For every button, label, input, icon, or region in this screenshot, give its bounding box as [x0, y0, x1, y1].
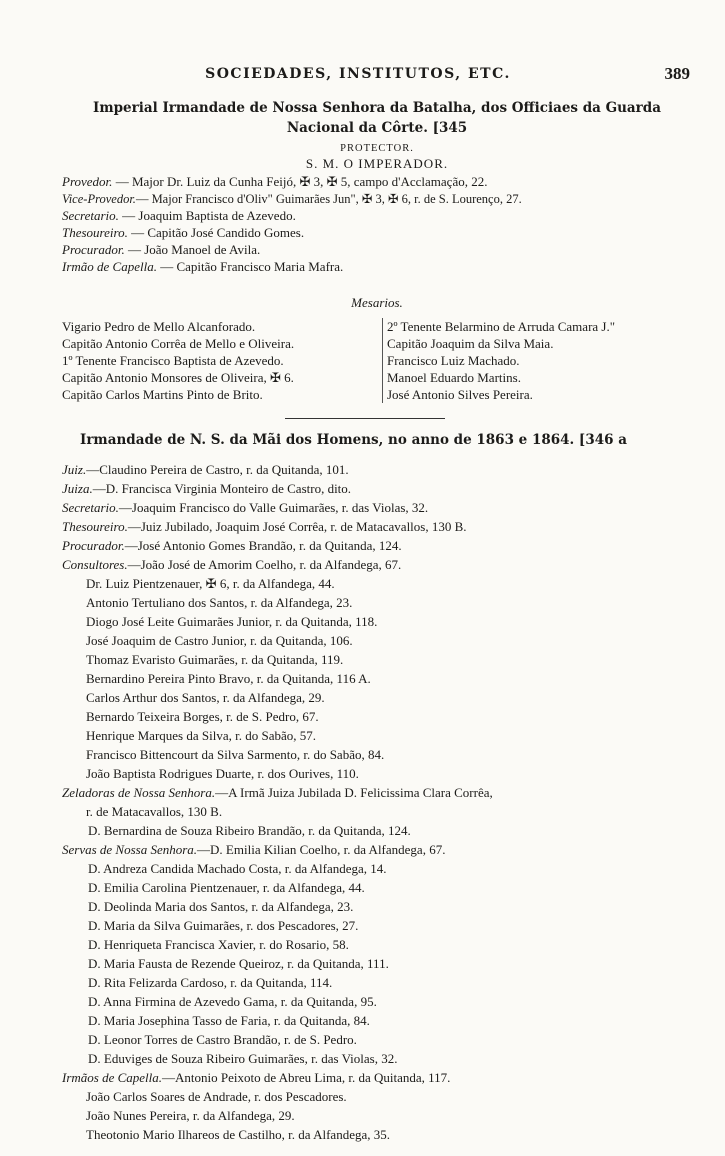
consultor-item: Carlos Arthur dos Santos, r. da Alfandega, 29. — [86, 690, 325, 705]
entry-role: Secretario. — [62, 500, 119, 515]
entry-line — [62, 481, 351, 497]
entry-text: —Joaquim Francisco do Valle Guimarães, r. das Violas, 32. — [118, 500, 429, 515]
officer-role: Secretario. — [62, 208, 119, 223]
irmao-item: João Nunes Pereira, r. da Alfandega, 29. — [86, 1108, 295, 1123]
servas-role: Servas de Nossa Senhora. — [62, 842, 198, 857]
entry-role: Thesoureiro. — [62, 519, 128, 534]
zeladoras-text: —A Irmã Juiza Jubilada D. Felicissima Clara Corrêa, — [215, 785, 493, 800]
serva-item: D. Emilia Carolina Pientzenauer, r. da Alfandega, 44. — [88, 880, 365, 895]
officer-text: — João Manoel de Avila. — [124, 242, 261, 257]
entry-role: Procurador. — [62, 538, 125, 553]
officer-role: Procurador. — [62, 242, 125, 257]
protector-label: PROTECTOR. — [340, 143, 414, 154]
zeladora-item: D. Bernardina de Souza Ribeiro Brandão, r. da Quitanda, 124. — [88, 823, 411, 838]
officer-line — [62, 242, 260, 258]
consultor-item: Dr. Luiz Pientzenauer, ✠ 6, r. da Alfandega, 44. — [86, 576, 335, 591]
entry-text: —José Antonio Gomes Brandão, r. da Quitanda, 124. — [124, 538, 402, 553]
serva-item: D. Leonor Torres de Castro Brandão, r. de S. Pedro. — [88, 1032, 357, 1047]
officer-line — [62, 174, 487, 190]
consultor-item: Henrique Marques da Silva, r. do Sabão, 57. — [86, 728, 316, 743]
consultor-item: Francisco Bittencourt da Silva Sarmento, r. do Sabão, 84. — [86, 747, 385, 762]
consultor-item: Diogo José Leite Guimarães Junior, r. da Quitanda, 118. — [86, 614, 378, 629]
officer-text: — Major Dr. Luiz da Cunha Feijó, ✠ 3, ✠ 5, campo d'Acclamação, 22. — [112, 174, 488, 189]
page-number: 389 — [664, 64, 690, 83]
running-title: SOCIEDADES, INSTITUTOS, ETC. — [205, 66, 511, 82]
consultor-item: José Joaquim de Castro Junior, r. da Quitanda, 106. — [86, 633, 353, 648]
irmaos-role: Irmãos de Capella. — [62, 1070, 163, 1085]
entry-line — [62, 538, 402, 554]
serva-item: D. Eduviges de Souza Ribeiro Guimarães, r. das Violas, 32. — [88, 1051, 398, 1066]
serva-item: D. Rita Felizarda Cardoso, r. da Quitanda, 114. — [88, 975, 333, 990]
irmaos-line — [62, 1070, 450, 1086]
serva-item: D. Andreza Candida Machado Costa, r. da Alfandega, 14. — [88, 861, 387, 876]
entry-line — [62, 557, 401, 573]
consultor-item: João Baptista Rodrigues Duarte, r. dos Ourives, 110. — [86, 766, 359, 781]
serva-item: D. Anna Firmina de Azevedo Gama, r. da Quitanda, 95. — [88, 994, 377, 1009]
section-divider — [285, 418, 445, 419]
entry-line — [62, 500, 428, 516]
officer-line — [62, 208, 296, 224]
officer-text: — Joaquim Baptista de Azevedo. — [118, 208, 296, 223]
entry-text: —João José de Amorim Coelho, r. da Alfandega, 67. — [127, 557, 402, 572]
mesario-item: Capitão Joaquim da Silva Maia. — [387, 336, 554, 351]
mesario-item: Vigario Pedro de Mello Alcanforado. — [62, 319, 256, 334]
servas-text: —D. Emilia Kilian Coelho, r. da Alfandega, 67. — [197, 842, 446, 857]
mesarios-left-column — [62, 318, 382, 403]
officer-text: — Capitão Francisco Maria Mafra. — [156, 259, 344, 274]
section1-heading-line1: Imperial Irmandade de Nossa Senhora da Batalha, dos Officiaes da Guarda — [93, 100, 661, 116]
entry-text: —D. Francisca Virginia Monteiro de Castro, dito. — [92, 481, 352, 496]
mesario-item: Capitão Antonio Monsores de Oliveira, ✠ 6. — [62, 370, 294, 385]
mesario-item: 1º Tenente Francisco Baptista de Azevedo. — [62, 353, 284, 368]
mesario-item: Capitão Carlos Martins Pinto de Brito. — [62, 387, 263, 402]
zeladoras-role: Zeladoras de Nossa Senhora. — [62, 785, 216, 800]
serva-item: D. Maria da Silva Guimarães, r. dos Pescadores, 27. — [88, 918, 359, 933]
irmao-item: Theotonio Mario Ilhareos de Castilho, r. da Alfandega, 35. — [86, 1127, 390, 1142]
entry-text: —Claudino Pereira de Castro, r. da Quitanda, 101. — [86, 462, 349, 477]
officer-role: Provedor. — [62, 174, 113, 189]
entry-role: Juiz. — [62, 462, 87, 477]
serva-item: D. Maria Fausta de Rezende Queiroz, r. da Quitanda, 111. — [88, 956, 389, 971]
officer-role: Irmão de Capella. — [62, 259, 157, 274]
consultor-item: Antonio Tertuliano dos Santos, r. da Alfandega, 23. — [86, 595, 353, 610]
officer-line — [62, 191, 522, 207]
entry-line — [62, 462, 349, 478]
entry-role: Juiza. — [62, 481, 93, 496]
mesario-item: 2º Tenente Belarmino de Arruda Camara J." — [387, 319, 616, 334]
serva-item: D. Henriqueta Francisca Xavier, r. do Rosario, 58. — [88, 937, 349, 952]
irmaos-text: —Antonio Peixoto de Abreu Lima, r. da Quitanda, 117. — [162, 1070, 451, 1085]
mesario-item: Francisco Luiz Machado. — [387, 353, 520, 368]
irmao-item: João Carlos Soares de Andrade, r. dos Pescadores. — [86, 1089, 347, 1104]
protector-name: S. M. O IMPERADOR. — [305, 156, 449, 171]
zeladoras-line — [62, 785, 493, 801]
entry-role: Consultores. — [62, 557, 128, 572]
serva-item: D. Maria Josephina Tasso de Faria, r. da Quitanda, 84. — [88, 1013, 370, 1028]
entry-text: —Juiz Jubilado, Joaquim José Corrêa, r. de Matacavallos, 130 B. — [127, 519, 467, 534]
officer-text: — Capitão José Candido Gomes. — [127, 225, 305, 240]
officer-line — [62, 225, 304, 241]
serva-item: D. Deolinda Maria dos Santos, r. da Alfandega, 23. — [88, 899, 354, 914]
officer-role: Vice-Provedor. — [62, 192, 136, 206]
mesario-item: Manoel Eduardo Martins. — [387, 370, 521, 385]
officer-text: — Major Francisco d'Oliv" Guimarães Jun", ✠ 3, ✠ 6, r. de S. Lourenço, 27. — [135, 192, 522, 206]
consultor-item: Bernardo Teixeira Borges, r. de S. Pedro, 67. — [86, 709, 319, 724]
running-head — [0, 66, 725, 88]
servas-line — [62, 842, 445, 858]
zeladoras-continuation: r. de Matacavallos, 130 B. — [86, 804, 223, 819]
section1-heading-line2: Nacional da Côrte. [345 — [286, 120, 468, 136]
mesario-item: Capitão Antonio Corrêa de Mello e Oliveira. — [62, 336, 295, 351]
section2-heading: Irmandade de N. S. da Mãi dos Homens, no anno de 1863 e 1864. [346 a — [80, 432, 627, 448]
mesario-item: José Antonio Silves Pereira. — [387, 387, 533, 402]
officer-role: Thesoureiro. — [62, 225, 128, 240]
mesarios-label: Mesarios. — [351, 295, 403, 310]
consultor-item: Bernardino Pereira Pinto Bravo, r. da Quitanda, 116 A. — [86, 671, 371, 686]
entry-line — [62, 519, 467, 535]
officer-line — [62, 259, 343, 275]
mesarios-right-column — [382, 318, 697, 403]
consultor-item: Thomaz Evaristo Guimarães, r. da Quitanda, 119. — [86, 652, 344, 667]
